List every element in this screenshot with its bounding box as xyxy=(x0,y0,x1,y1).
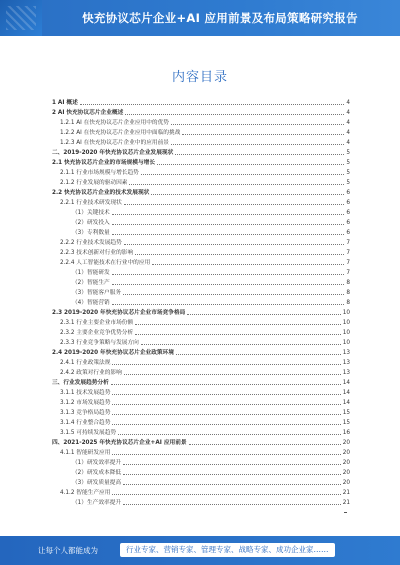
toc-entry-text: 3.1.2 市场发展趋势 xyxy=(60,400,111,406)
toc-page-number: 10 xyxy=(342,330,350,336)
toc-leader-dots xyxy=(123,294,344,295)
toc-page-number: 6 xyxy=(346,230,350,236)
toc-page-number: 6 xyxy=(346,190,350,196)
toc-entry[interactable] xyxy=(52,136,350,146)
toc-entry-text: 2.2.3 技术创新对行业的影响 xyxy=(60,250,134,256)
toc-entry[interactable] xyxy=(52,226,350,236)
toc-entry[interactable] xyxy=(52,386,350,396)
toc-entry[interactable] xyxy=(52,326,350,336)
toc-entry-text: 1.2.2 AI 在快充协议芯片企业应用中面临的挑战 xyxy=(60,130,181,136)
toc-leader-dots xyxy=(129,184,344,185)
toc-entry-text: （1）关键技术 xyxy=(72,210,110,216)
toc-entry-text: 2.3.2 主要企业竞争优势分析 xyxy=(60,330,134,336)
toc-entry-text: 2.4.1 行业政策法规 xyxy=(60,360,111,366)
toc-leader-dots xyxy=(112,414,340,415)
toc-leader-dots xyxy=(112,424,340,425)
toc-leader-dots xyxy=(123,464,341,465)
toc-leader-dots xyxy=(123,504,341,505)
report-title: 快充协议芯片企业+AI 应用前景及布局策略研究报告 xyxy=(82,11,358,25)
toc-page-number: 14 xyxy=(342,380,350,386)
toc-entry[interactable] xyxy=(52,316,350,326)
toc-page-number: 4 xyxy=(346,100,350,106)
toc-leader-dots xyxy=(175,154,344,155)
toc-entry[interactable] xyxy=(52,366,350,376)
toc-page-number: 7 xyxy=(346,260,350,266)
toc-leader-dots xyxy=(112,394,340,395)
toc-entry-text: （2）研发成本降低 xyxy=(72,470,122,476)
toc-leader-dots xyxy=(151,194,344,195)
toc-leader-dots xyxy=(112,494,340,495)
toc-entry[interactable] xyxy=(52,166,350,176)
toc-entry[interactable] xyxy=(52,276,350,286)
toc-entry[interactable] xyxy=(52,96,350,106)
toc-leader-dots xyxy=(124,244,345,245)
toc-entry[interactable] xyxy=(52,496,350,506)
toc-page-number: 4 xyxy=(346,130,350,136)
page-footer xyxy=(0,536,400,565)
toc-page-number: 21 xyxy=(342,500,350,506)
toc-leader-dots xyxy=(187,314,340,315)
toc-entry[interactable] xyxy=(52,216,350,226)
toc-page-number: 4 xyxy=(346,140,350,146)
toc-entry[interactable] xyxy=(52,426,350,436)
toc-entry[interactable] xyxy=(52,376,350,386)
toc-page-number: 10 xyxy=(342,320,350,326)
toc-leader-dots xyxy=(111,384,341,385)
toc-entry[interactable] xyxy=(52,336,350,346)
toc-leader-dots xyxy=(112,304,345,305)
toc-entry[interactable] xyxy=(52,186,350,196)
toc-entry-text: 3.1.4 行业整合趋势 xyxy=(60,420,111,426)
toc-page-number: 5 xyxy=(346,180,350,186)
toc-leader-dots xyxy=(112,404,340,405)
toc-title: 内容目录 xyxy=(171,70,228,85)
toc-entry[interactable] xyxy=(52,196,350,206)
toc-entry-text: （1）生产效率提升 xyxy=(72,500,122,506)
toc-entry[interactable] xyxy=(52,406,350,416)
toc-leader-dots xyxy=(123,484,341,485)
toc-entry[interactable] xyxy=(52,446,350,456)
toc-entry-text: 1.2.3 AI 在快充协议芯片企业中的应用前景 xyxy=(60,140,169,146)
toc-entry-text: （2）研发投入 xyxy=(72,220,110,226)
toc-entry-text: 2.2 快充协议芯片企业的技术发展现状 xyxy=(52,190,150,196)
toc-entry[interactable] xyxy=(52,306,350,316)
page-dash-mark xyxy=(344,512,347,513)
toc-page-number: 4 xyxy=(346,120,350,126)
toc-page-number: 6 xyxy=(346,210,350,216)
toc-entry[interactable] xyxy=(52,396,350,406)
toc-entry-text: 三、行业发展趋势分析 xyxy=(52,380,109,386)
toc-entry-text: （1）研发效率提升 xyxy=(72,460,122,466)
toc-entry-text: （3）专利数量 xyxy=(72,230,110,236)
toc-page-number: 14 xyxy=(342,390,350,396)
toc-leader-dots xyxy=(182,134,344,135)
toc-leader-dots xyxy=(152,264,344,265)
toc-entry[interactable] xyxy=(52,476,350,486)
toc-entry[interactable] xyxy=(52,236,350,246)
toc-entry-text: 2.1 快充协议芯片企业的市场规模与增长 xyxy=(52,160,156,166)
toc-leader-dots xyxy=(135,254,344,255)
toc-entry[interactable] xyxy=(52,356,350,366)
toc-page-number: 20 xyxy=(342,440,350,446)
toc-leader-dots xyxy=(141,174,345,175)
toc-page-number: 6 xyxy=(346,220,350,226)
toc-leader-dots xyxy=(112,274,345,275)
toc-leader-dots xyxy=(123,474,341,475)
table-of-contents xyxy=(52,96,350,506)
toc-page-number: 13 xyxy=(342,360,350,366)
toc-leader-dots xyxy=(125,114,344,115)
toc-entry-text: （1）智能研发 xyxy=(72,270,110,276)
toc-entry-text: 4.1.2 智能生产应用 xyxy=(60,490,111,496)
toc-entry-text: 1 AI 概述 xyxy=(52,100,78,106)
toc-entry[interactable] xyxy=(52,346,350,356)
toc-entry[interactable] xyxy=(52,456,350,466)
toc-entry-text: 1.2.1 AI 在快充协议芯片企业应用中的优势 xyxy=(60,120,169,126)
toc-entry-text: 2.4.2 政策对行业的影响 xyxy=(60,370,122,376)
toc-entry[interactable] xyxy=(52,126,350,136)
toc-entry[interactable] xyxy=(52,206,350,216)
toc-page-number: 15 xyxy=(342,410,350,416)
toc-page-number: 5 xyxy=(346,170,350,176)
toc-page-number: 7 xyxy=(346,240,350,246)
header-decoration xyxy=(0,0,42,36)
toc-entry-text: 二、2019-2020 年快充协议芯片企业发展现状 xyxy=(52,150,174,156)
toc-page-number: 10 xyxy=(342,340,350,346)
toc-leader-dots xyxy=(141,344,341,345)
toc-entry[interactable] xyxy=(52,486,350,496)
toc-entry[interactable] xyxy=(52,176,350,186)
toc-entry-text: 3.1.5 可持续发展趋势 xyxy=(60,430,117,436)
toc-entry-text: 2.2.4 人工智能技术在行业中的应用 xyxy=(60,260,151,266)
toc-page-number: 13 xyxy=(342,350,350,356)
toc-entry[interactable] xyxy=(52,106,350,116)
toc-leader-dots xyxy=(135,334,341,335)
toc-page-number: 5 xyxy=(346,150,350,156)
toc-leader-dots xyxy=(176,354,341,355)
toc-entry[interactable] xyxy=(52,296,350,306)
toc-page-number: 8 xyxy=(346,280,350,286)
toc-entry-text: （3）智能客户服务 xyxy=(72,290,122,296)
toc-page-number: 20 xyxy=(342,450,350,456)
toc-page-number: 20 xyxy=(342,470,350,476)
toc-page-number: 13 xyxy=(342,370,350,376)
toc-entry-text: （3）研发质量提高 xyxy=(72,480,122,486)
toc-page-number: 8 xyxy=(346,300,350,306)
toc-entry[interactable] xyxy=(52,146,350,156)
toc-entry-text: 3.1.3 竞争格局趋势 xyxy=(60,410,111,416)
toc-entry[interactable] xyxy=(52,156,350,166)
toc-entry-text: 4.1.1 智能研发应用 xyxy=(60,450,111,456)
toc-leader-dots xyxy=(112,364,340,365)
toc-page-number: 7 xyxy=(346,250,350,256)
toc-page-number: 4 xyxy=(346,110,350,116)
toc-entry[interactable] xyxy=(52,266,350,276)
footer-highlight: 行业专家、营销专家、管理专家、战略专家、成功企业家…… xyxy=(120,543,335,557)
toc-entry-text: 3.1.1 技术发展趋势 xyxy=(60,390,111,396)
toc-entry-text: 四、2021-2025 年快充协议芯片企业+AI 应用前景 xyxy=(52,440,187,446)
toc-entry-text: 2.2.1 行业技术研发现状 xyxy=(60,200,122,206)
toc-entry-text: 2 AI 快充协议芯片企业概述 xyxy=(52,110,124,116)
toc-page-number: 20 xyxy=(342,480,350,486)
toc-entry[interactable] xyxy=(52,436,350,446)
toc-page-number: 20 xyxy=(342,460,350,466)
page-header xyxy=(0,0,400,36)
toc-leader-dots xyxy=(112,234,345,235)
toc-page-number: 16 xyxy=(342,430,350,436)
toc-page-number: 21 xyxy=(342,490,350,496)
toc-entry-text: 2.3.3 行业竞争策略与发展方向 xyxy=(60,340,139,346)
toc-entry[interactable] xyxy=(52,286,350,296)
toc-entry-text: 2.3.1 行业主要企业市场份额 xyxy=(60,320,134,326)
toc-entry-text: 2.3 2019-2020 年快充协议芯片企业市场竞争格局 xyxy=(52,310,186,316)
toc-entry[interactable] xyxy=(52,256,350,266)
toc-page-number: 5 xyxy=(346,160,350,166)
toc-leader-dots xyxy=(124,374,341,375)
toc-leader-dots xyxy=(171,144,344,145)
toc-page-number: 8 xyxy=(346,290,350,296)
toc-leader-dots xyxy=(80,104,345,105)
toc-entry[interactable] xyxy=(52,246,350,256)
toc-leader-dots xyxy=(112,284,345,285)
toc-leader-dots xyxy=(189,444,341,445)
toc-leader-dots xyxy=(135,324,341,325)
toc-entry[interactable] xyxy=(52,416,350,426)
toc-entry-text: 2.1.2 行业发展的驱动因素 xyxy=(60,180,128,186)
toc-leader-dots xyxy=(171,124,344,125)
toc-entry[interactable] xyxy=(52,466,350,476)
toc-entry-text: （2）智能生产 xyxy=(72,280,110,286)
toc-leader-dots xyxy=(118,434,341,435)
toc-page-number: 15 xyxy=(342,420,350,426)
toc-entry-text: 2.2.2 行业技术发展趋势 xyxy=(60,240,122,246)
toc-page-number: 6 xyxy=(346,200,350,206)
toc-leader-dots xyxy=(112,454,340,455)
toc-entry-text: 2.4 2019-2020 年快充协议芯片企业政策环境 xyxy=(52,350,174,356)
toc-leader-dots xyxy=(157,164,344,165)
toc-page-number: 7 xyxy=(346,270,350,276)
toc-leader-dots xyxy=(124,204,345,205)
toc-page-number: 14 xyxy=(342,400,350,406)
toc-leader-dots xyxy=(112,214,345,215)
footer-slogan: 让每个人都能成为 xyxy=(38,546,98,555)
toc-entry-text: （4）智能营销 xyxy=(72,300,110,306)
toc-leader-dots xyxy=(112,224,345,225)
toc-entry-text: 2.1.1 行业市场规模与增长趋势 xyxy=(60,170,139,176)
toc-entry[interactable] xyxy=(52,116,350,126)
toc-page-number: 10 xyxy=(342,310,350,316)
